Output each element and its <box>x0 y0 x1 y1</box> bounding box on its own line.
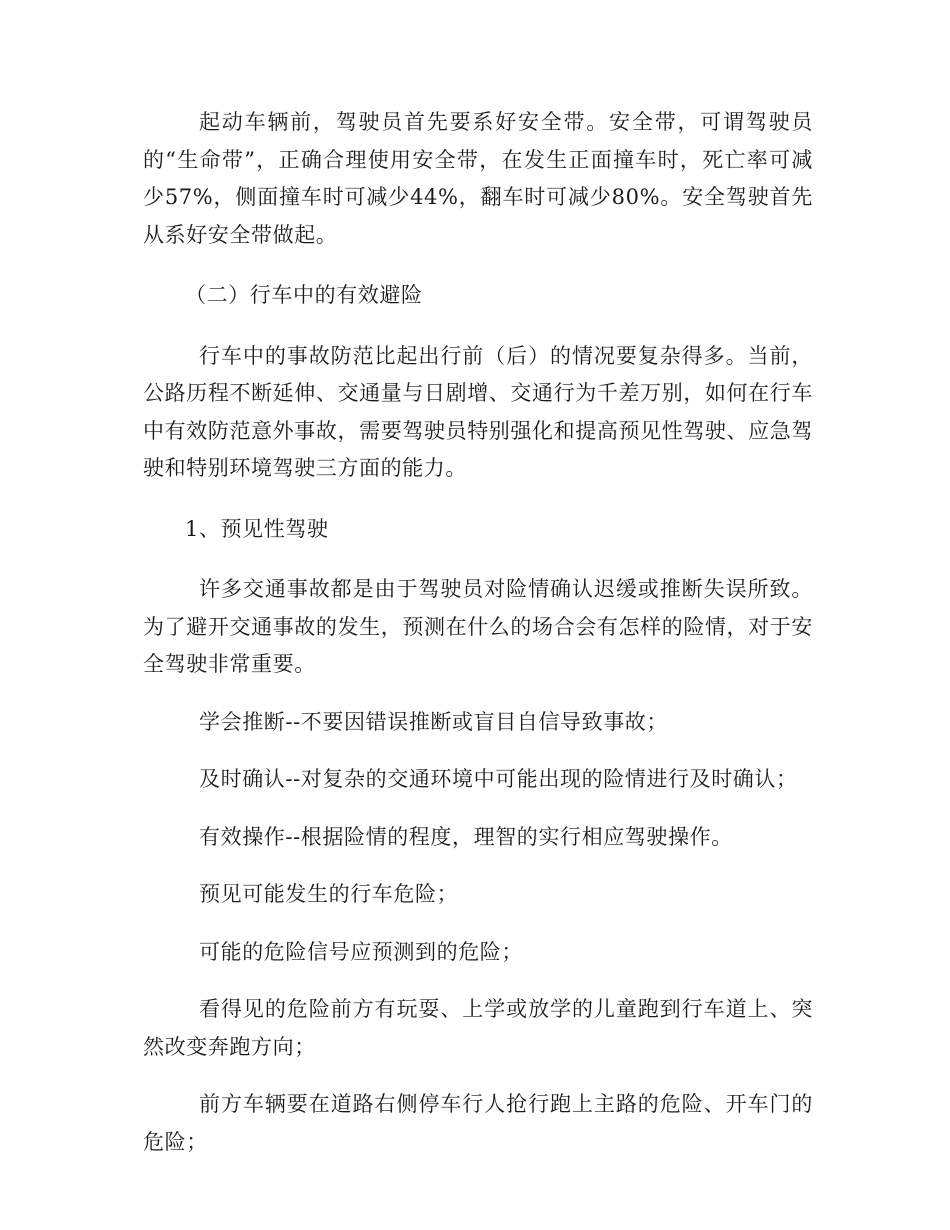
paragraph-accident-prevention: 行车中的事故防范比起出行前（后）的情况要复杂得多。当前，公路历程不断延伸、交通量与日剧增、交通行为千差万别，如何在行车中有效防范意外事故，需要驾驶员特别强化和提高预见性驾驶、应急驾驶和特别环境驾驶三方面的能力。 <box>143 343 813 480</box>
paragraph-foresee-danger: 预见可能发生的行车危险； <box>199 882 459 906</box>
document-page <box>143 104 813 1161</box>
paragraph-learn-judgement: 学会推断--不要因错误推断或盲目自信导致事故； <box>199 709 668 734</box>
paragraph-seatbelt: 起动车辆前，驾驶员首先要系好安全带。安全带，可谓驾驶员的“生命带”，正确合理使用安全带，在发生正面撞车时，死亡率可减少57%，侧面撞车时可减少44%，翻车时可减少80%。安全驾驶首先从系好安全带做起。 <box>143 110 813 247</box>
paragraph-visible-danger: 看得见的危险前方有玩耍、上学或放学的儿童跑到行车道上、突然改变奔跑方向； <box>143 997 813 1059</box>
paragraph-effective-operation: 有效操作--根据险情的程度，理智的实行相应驾驶操作。 <box>199 824 733 849</box>
section-heading-driving-hazard-avoidance: （二）行车中的有效避险 <box>185 283 423 307</box>
paragraph-timely-confirmation: 及时确认--对复杂的交通环境中可能出现的险情进行及时确认； <box>199 767 798 791</box>
paragraph-hazard-prediction: 许多交通事故都是由于驾驶员对险情确认迟缓或推断失误所致。为了避开交通事故的发生，预测在什么的场合会有怎样的险情，对于安全驾驶非常重要。 <box>143 577 813 676</box>
paragraph-vehicle-ahead-danger: 前方车辆要在道路右侧停车行人抢行跑上主路的危险、开车门的危险； <box>143 1092 813 1154</box>
subsection-heading-predictive-driving: 1、预见性驾驶 <box>185 516 329 541</box>
paragraph-danger-signals: 可能的危险信号应预测到的危险； <box>199 939 523 964</box>
